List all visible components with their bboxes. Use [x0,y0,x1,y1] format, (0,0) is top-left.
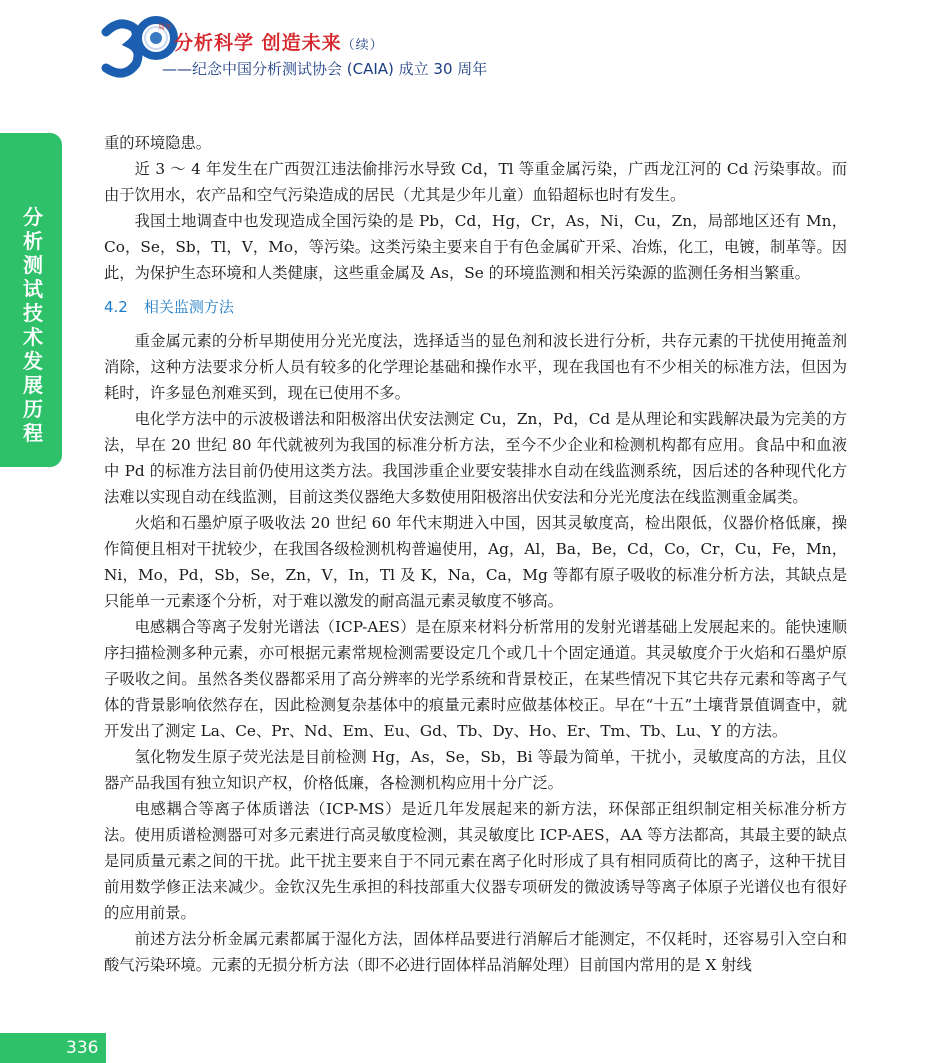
anniversary-label: 周年 [158,23,172,31]
paragraph: 前述方法分析金属元素都属于湿化方法，固体样品要进行消解后才能测定，不仅耗时，还容易引入空白和酸气污染环境。元素的无损分析方法（即不必进行固体样品消解处理）目前国内常用的是 X 射线 [104,930,847,974]
article-body [104,130,847,978]
logo-number: 30 [102,80,104,81]
page-number: 336 [66,1038,99,1058]
paragraph: 重的环境隐患。 [104,134,212,152]
paragraph: 近 3 ～ 4 年发生在广西贺江违法偷排污水导致 Cd，Tl 等重金属污染，广西龙江河的 Cd 污染事故。而由于饮用水，农产品和空气污染造成的居民（尤其是少年儿童）血铅超标也时有发生。 [104,160,847,204]
slogan-text: 分析科学 创造未来 [174,32,342,54]
slogan-continued: （续） [341,38,384,53]
paragraph: 电感耦合等离子发射光谱法（ICP-AES）是在原来材料分析常用的发射光谱基础上发展起来的。能快速顺序扫描检测多种元素，亦可根据元素常规检测需要设定几个或几十个固定通道。其灵敏度介于火焰和石墨炉原子吸收之间。虽然各类仪器都采用了高分辨率的光学系统和背景校正，在某些情况下其它共存元素和等离子气体的背景影响依然存在，因此检测复杂基体中的痕量元素时应做基体校正。早在“十五”土壤背景值调查中，就开发出了测定 La、Ce、Pr、Nd、Em、Eu、Gd、Tb、Dy、Ho、Er、Tm、Tb、Lu、Y 的方法。 [104,618,847,740]
paragraph: 电化学方法中的示波极谱法和阳极溶出伏安法测定 Cu，Zn，Pd，Cd 是从理论和实践解决最为完美的方法，早在 20 世纪 80 年代就被列为我国的标准分析方法，至今不少企业和检测机构都有应用。食品中和血液中 Pd 的标准方法目前仍使用这类方法。我国涉重企业要安装排水自动在线监测系统，因后述的各种现代化方法难以实现自动在线监测，目前这类仪器绝大多数使用阳极溶出伏安法和分光光度法在线监测重金属类。 [104,410,847,506]
section-number: 4.2 [104,298,128,316]
section-title: 相关监测方法 [143,298,234,316]
paragraph: 重金属元素的分析早期使用分光光度法，选择适当的显色剂和波长进行分析，共存元素的干扰使用掩盖剂消除，这种方法要求分析人员有较多的化学理论基础和操作水平，现在我国也有不少相关的标准方法，但因为耗时，许多显色剂难买到，现在已使用不多。 [104,332,847,402]
section-heading [104,296,847,318]
page-header [100,22,700,82]
paragraph: 电感耦合等离子体质谱法（ICP-MS）是近几年发展起来的新方法，环保部正组织制定相关标准分析方法。使用质谱检测器可对多元素进行高灵敏度检测，其灵敏度比 ICP-AES，AA 等方法都高，其最主要的缺点是同质量元素之间的干扰。此干扰主要来自于不同元素在离子化时形成了具有相同质荷比的离子，这种干扰目前用数学修正法来减少。金钦汉先生承担的科技部重大仪器专项研发的微波诱导等离子体原子光谱仪也有很好的应用前景。 [104,800,847,922]
paragraph: 我国土地调查中也发现造成全国污染的是 Pb，Cd，Hg，Cr，As，Ni，Cu，Zn，局部地区还有 Mn，Co，Se，Sb，Tl，V，Mo，等污染。这类污染主要来自于有色金属矿开采、冶炼，化工，电镀，制革等。因此，为保护生态环境和人类健康，这些重金属及 As，Se 的环境监测和相关污染源的监测任务相当繁重。 [104,212,847,282]
paragraph: 氢化物发生原子荧光法是目前检测 Hg，As，Se，Sb，Bi 等最为简单，干扰小，灵敏度高的方法，且仪器产品我国有独立知识产权，价格低廉，各检测机构应用十分广泛。 [104,748,847,792]
header-subtitle: ——纪念中国分析测试协会 (CAIA) 成立 30 周年 [162,60,488,78]
paragraph: 火焰和石墨炉原子吸收法 20 世纪 60 年代末期进入中国，因其灵敏度高，检出限低，仪器价格低廉，操作简便且相对干扰较少，在我国各级检测机构普遍使用，Ag，Al，Ba，Be，Cd，Co，Cr，Cu，Fe，Mn，Ni，Mo，Pd，Sb，Se，Zn，V，In，Tl 及 K，Na，Ca，Mg 等都有原子吸收的标准分析方法，其缺点是只能单一元素逐个分析，对于难以激发的耐高温元素灵敏度不够高。 [104,514,847,610]
chapter-side-title: 分析测试技术发展历程 [23,205,43,445]
header-slogan [174,28,384,55]
